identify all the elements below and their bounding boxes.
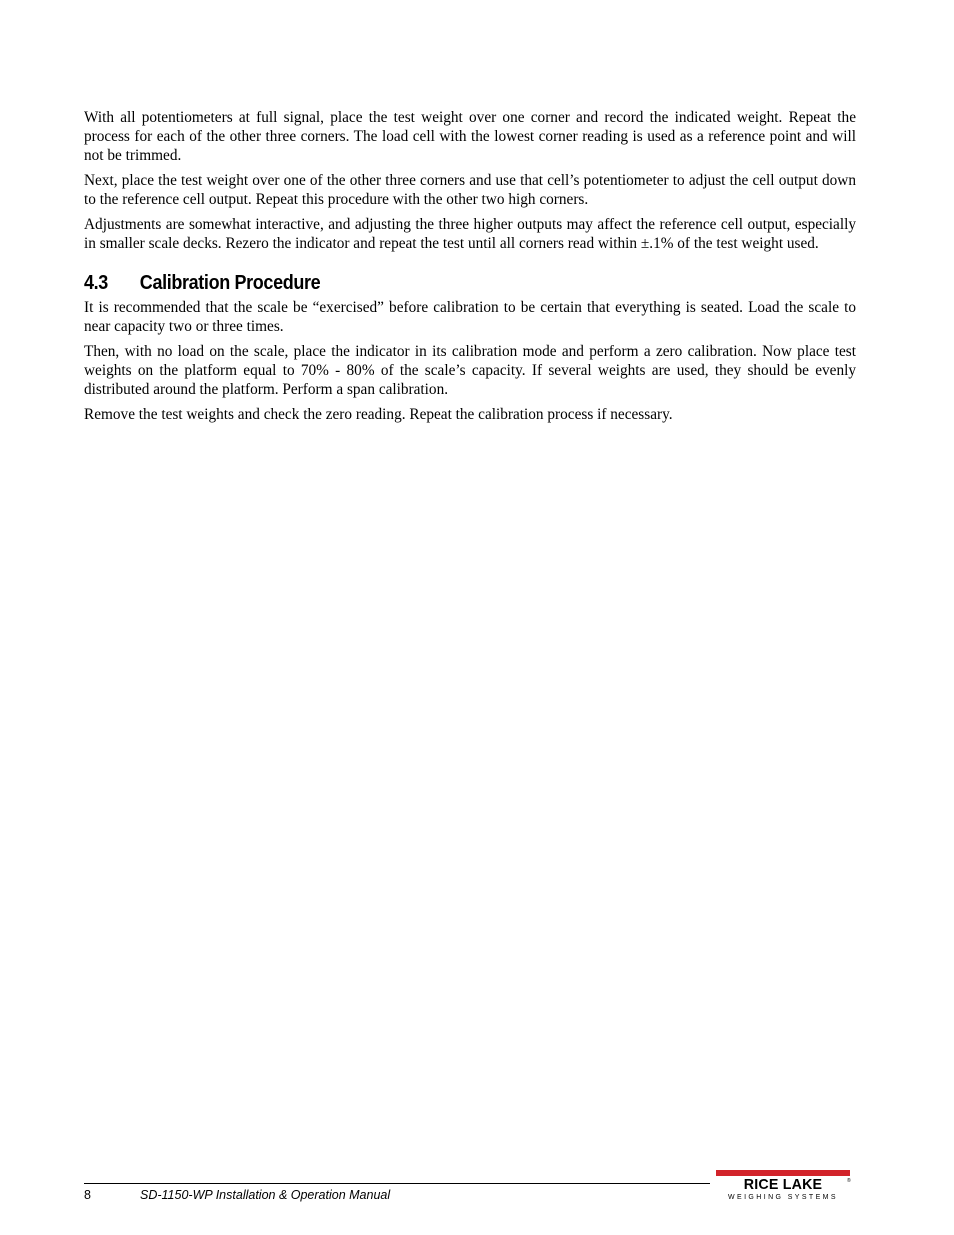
registered-mark: ® [847, 1178, 851, 1184]
section-title: Calibration Procedure [139, 272, 321, 294]
body-paragraph: Adjustments are somewhat interactive, and adjusting the three higher outputs may affect the reference cell output, especially in smaller scale decks. Rezero the indicator and repeat the test until all corners read within ±.1% of the test weight used. [84, 216, 856, 252]
rice-lake-logo [716, 1170, 852, 1204]
body-paragraph: Then, with no load on the scale, place the indicator in its calibration mode and perform a zero calibration. Now place test weights on the platform equal to 70% - 80% of the scale’s capacity. If several weights are used, they should be evenly distributed around the platform. Perform a span calibration. [84, 343, 856, 398]
body-paragraph: Next, place the test weight over one of the other three corners and use that cell’s potentiometer to adjust the cell output down to the reference cell output. Repeat this procedure with the other two high corners. [84, 172, 856, 208]
section-heading [84, 271, 779, 295]
body-paragraph: With all potentiometers at full signal, place the test weight over one corner and record the indicated weight. Repeat the process for each of the other three corners. The load cell with the lowest corner reading is used as a reference point and will not be trimmed. [84, 109, 856, 164]
footer-divider [84, 1183, 710, 1184]
manual-title: SD-1150-WP Installation & Operation Manual [140, 1188, 391, 1202]
page-number: 8 [84, 1188, 91, 1202]
body-paragraph: Remove the test weights and check the zero reading. Repeat the calibration process if necessary. [84, 406, 673, 423]
page-footer [84, 1172, 854, 1212]
section-number: 4.3 [84, 272, 108, 294]
body-paragraph: It is recommended that the scale be “exercised” before calibration to be certain that everything is seated. Load the scale to near capacity two or three times. [84, 299, 856, 335]
logo-wordmark: RICE LAKE [743, 1176, 823, 1193]
logo-tagline: WEIGHING SYSTEMS [728, 1194, 838, 1201]
document-body [84, 108, 856, 430]
